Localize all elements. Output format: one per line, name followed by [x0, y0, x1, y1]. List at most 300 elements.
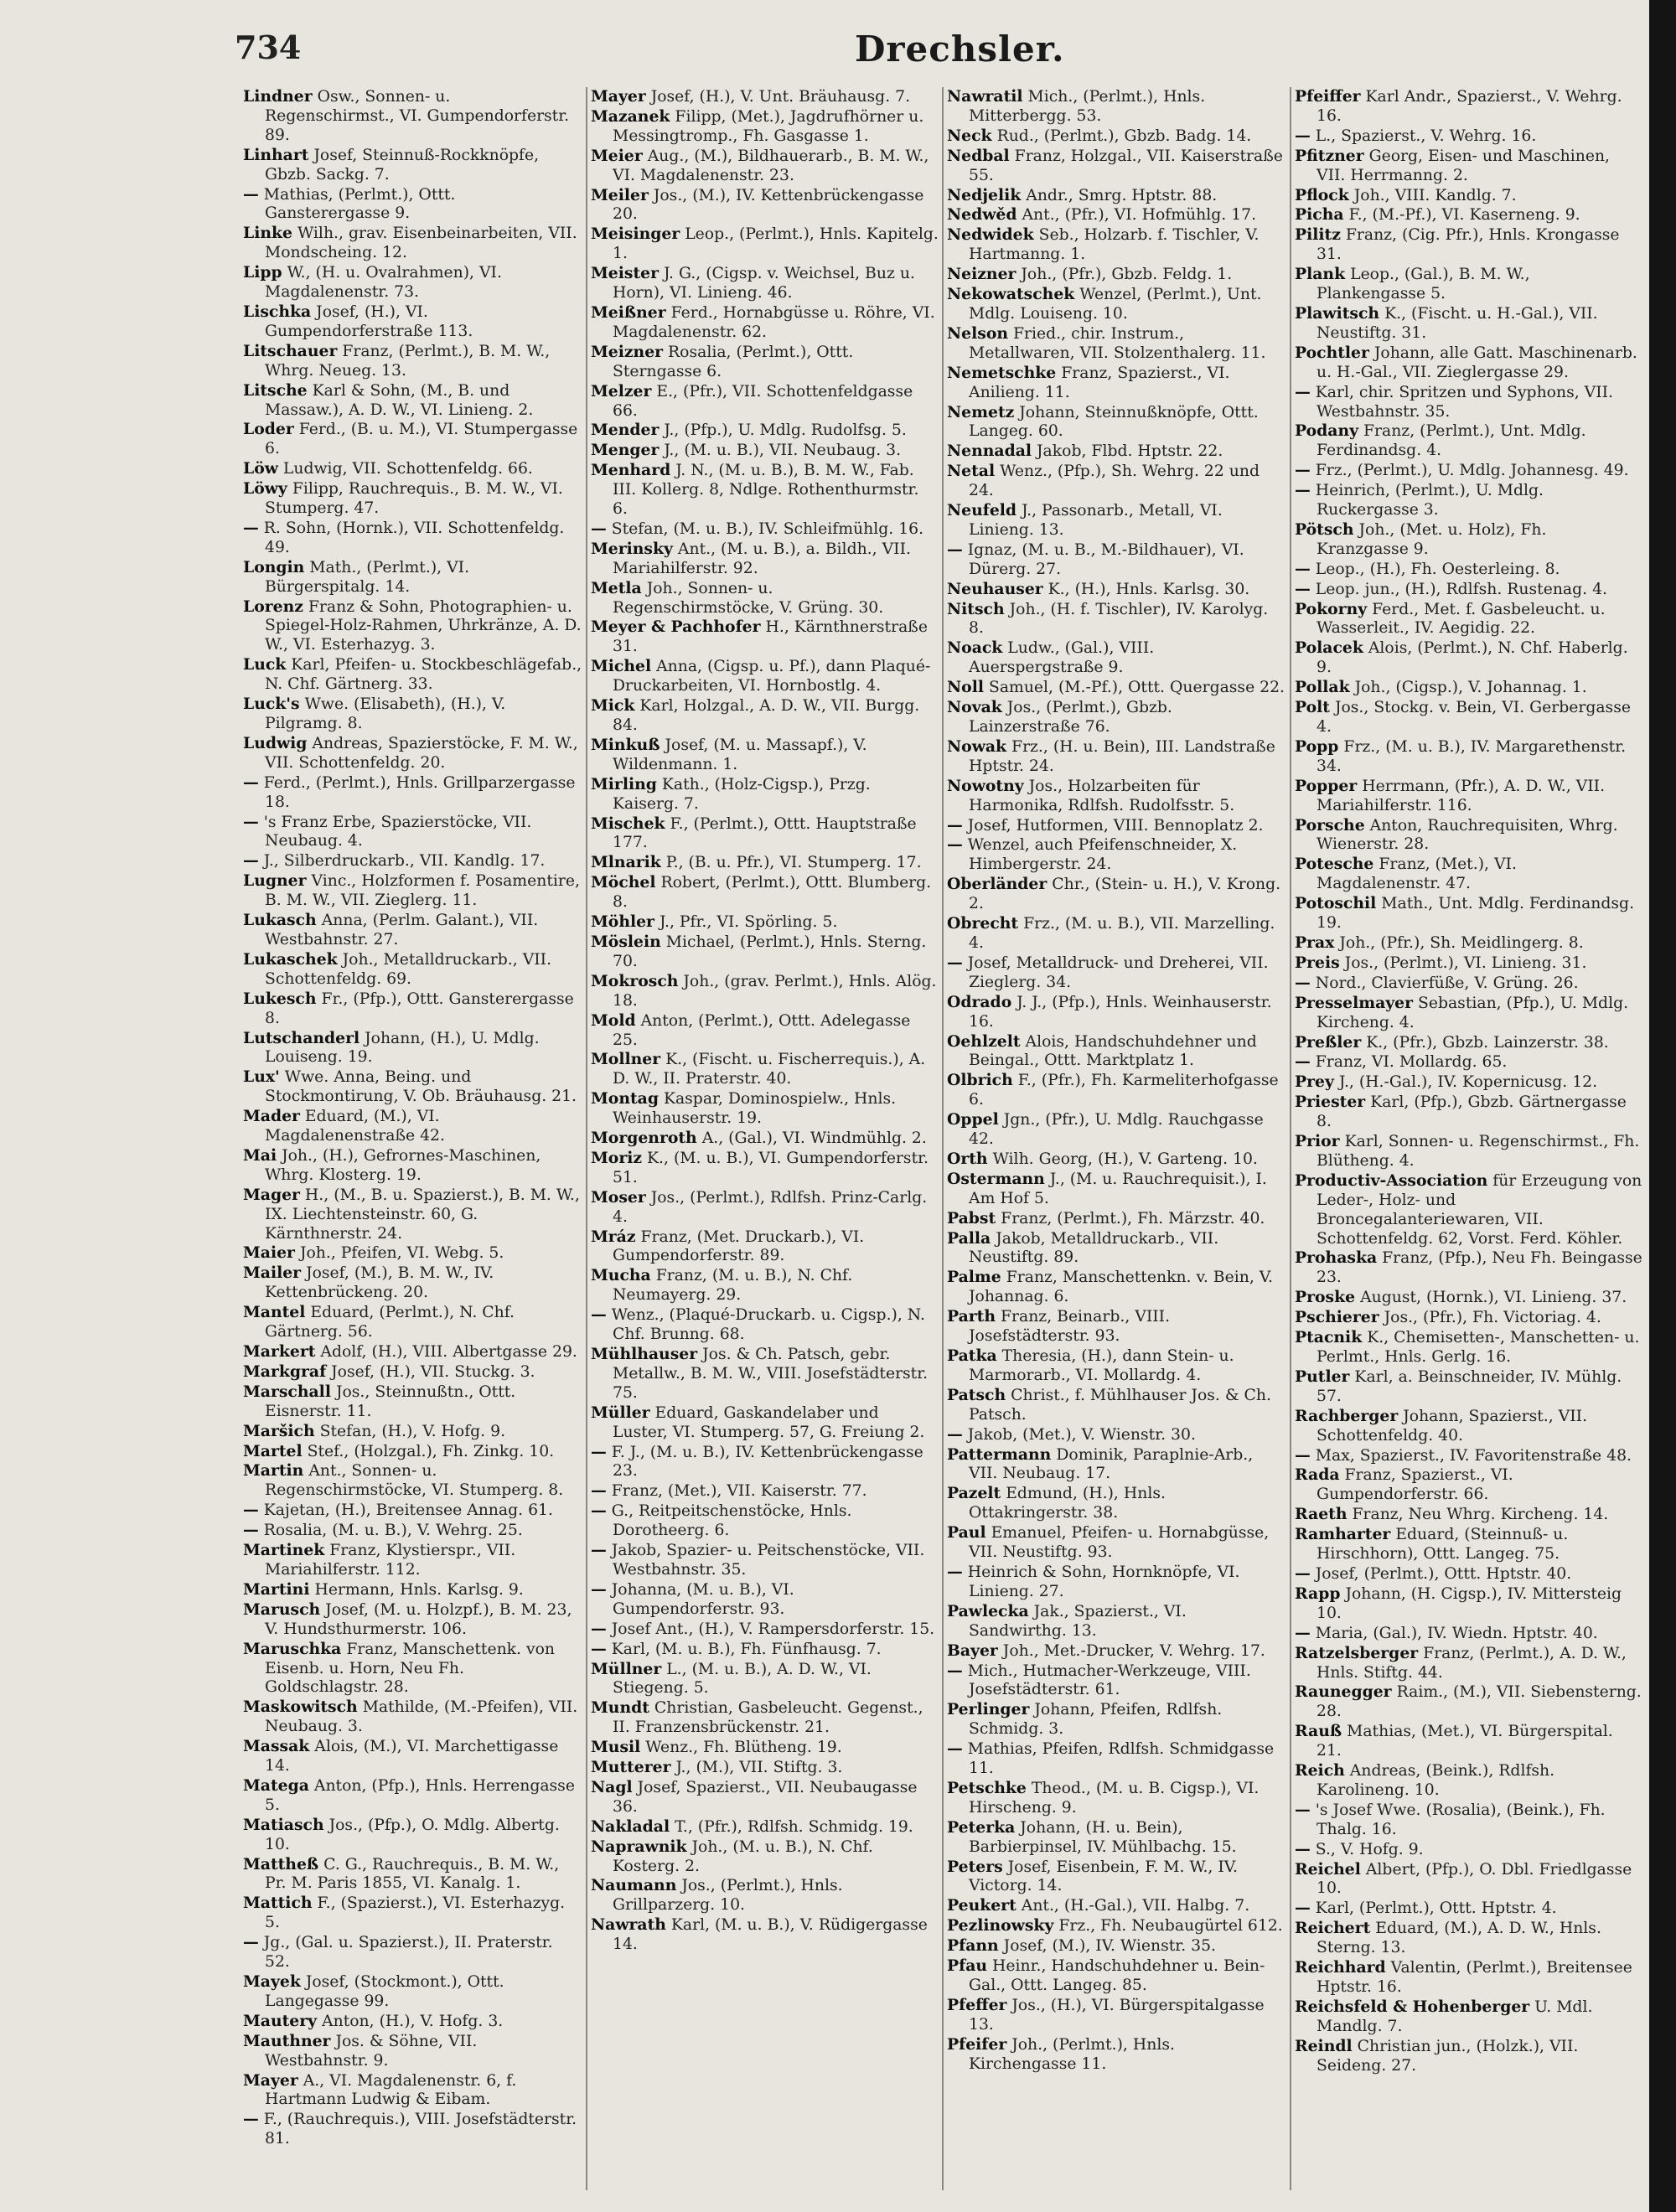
directory-entry: [591, 87, 939, 107]
entry-details: Seb., Holzarb. f. Tischler, V. Hartmanng. 1.: [969, 226, 1260, 264]
directory-entry: [591, 1698, 939, 1738]
entry-name: Nemetz: [947, 402, 1015, 421]
entry-details: Theresia, (H.), dann Stein- u. Marmorarb., VI. Mollardg. 4.: [969, 1347, 1234, 1384]
entry-details: 's Franz Erbe, Spazierstöcke, VII. Neubaug. 4.: [263, 813, 532, 850]
entry-name: Rauß: [1295, 1722, 1342, 1741]
directory-entry: [243, 558, 582, 597]
directory-entry: [947, 1445, 1286, 1485]
entry-details: Andreas, (Beink.), Rdlfsh. Karolineng. 10.: [1316, 1762, 1555, 1799]
entry-name: Reichsfeld & Hohenberger: [1295, 1997, 1530, 2016]
directory-entry: [947, 87, 1286, 127]
entry-details: Stefan, (M. u. B.), IV. Schleifmühlg. 16.: [611, 519, 924, 538]
entry-name: Luck: [243, 655, 287, 674]
entry-details: Jos., (Perlmt.), Rdlfsh. Prinz-Carlg. 4.: [613, 1188, 928, 1226]
entry-name: —: [591, 519, 607, 538]
entry-details: T., (Pfr.), Rdlfsh. Schmidg. 19.: [675, 1817, 913, 1836]
directory-entry: [243, 1580, 582, 1600]
entry-name: Markgraf: [243, 1362, 327, 1381]
entry-details: Sebastian, (Pfp.), U. Mdlg. Kircheng. 4.: [1316, 994, 1629, 1031]
entry-name: Noack: [947, 638, 1003, 658]
entry-name: Nedjelik: [947, 185, 1022, 204]
entry-name: —: [1295, 481, 1311, 500]
entry-name: Mader: [243, 1107, 300, 1126]
directory-entry: [591, 775, 939, 814]
entry-name: Naprawnik: [591, 1837, 687, 1856]
directory-entry: [243, 1776, 582, 1816]
entry-details: Jos. & Ch. Patsch, gebr. Metallw., B. M. W., VIII. Josefstädterstr. 75.: [613, 1346, 929, 1402]
entry-name: Ostermann: [947, 1169, 1045, 1188]
entry-name: Nelson: [947, 323, 1009, 343]
entry-details: Josef, (M. u. Massapf.), V. Wildenmann. 1.: [613, 736, 867, 773]
entry-details: K., Chemisetten-, Manschetten- u. Perlmt., Hnls. Gerlg. 16.: [1316, 1329, 1640, 1366]
entry-details: Anna, (Perlm. Galant.), VII. Westbahnstr. 27.: [265, 912, 539, 948]
entry-name: Rachberger: [1295, 1406, 1399, 1425]
directory-entry: [591, 912, 939, 933]
entry-details: Kaspar, Dominospielw., Hnls. Weinhauserstr. 19.: [613, 1090, 897, 1128]
entry-details: Frz., (M. u. B.), IV. Margarethenstr. 34.: [1316, 737, 1627, 775]
entry-details: Alois, (M.), VI. Marchettigasse 14.: [265, 1738, 559, 1775]
entry-name: —: [243, 1933, 259, 1952]
entry-name: Pollak: [1295, 678, 1350, 697]
directory-entry: [1295, 421, 1642, 461]
entry-name: Mender: [591, 421, 660, 440]
directory-entry: [947, 403, 1286, 442]
scan-edge: [1649, 0, 1676, 2212]
entry-name: Polt: [1295, 698, 1330, 717]
directory-entry: [947, 1032, 1286, 1072]
entry-name: Litsche: [243, 380, 308, 400]
entry-details: Kajetan, (H.), Breitensee Annag. 61.: [263, 1501, 553, 1520]
directory-entry: [243, 1107, 582, 1146]
directory-entry: [591, 1089, 939, 1129]
entry-name: Rada: [1295, 1465, 1340, 1485]
entry-details: Karl, Holzgal., A. D. W., VII. Burgg. 84.: [613, 697, 920, 734]
directory-entry: [1295, 87, 1642, 127]
entry-details: Dominik, Paraplnie-Arb., VII. Neubaug. 17.: [969, 1445, 1254, 1483]
entry-name: Pfitzner: [1295, 146, 1364, 165]
entry-name: Raeth: [1295, 1505, 1348, 1524]
entry-details: J., (Pfp.), U. Mdlg. Rudolfsg. 5.: [664, 421, 907, 440]
entry-name: Nedwěd: [947, 205, 1017, 225]
entry-details: Joh., (Pfr.), Sh. Meidlingerg. 8.: [1339, 933, 1584, 952]
entry-name: Meiler: [591, 185, 649, 204]
directory-entry: [591, 1660, 939, 1699]
entry-name: Pabst: [947, 1208, 996, 1227]
entry-details: Leop., (Gal.), B. M. W., Plankengasse 5.: [1316, 266, 1530, 303]
entry-name: Petschke: [947, 1778, 1027, 1797]
directory-entry: [591, 972, 939, 1011]
directory-entry: [591, 1758, 939, 1778]
entry-name: Minkuß: [591, 735, 660, 754]
directory-entry: [1295, 481, 1642, 520]
directory-entry: [591, 1345, 939, 1403]
directory-entry: [243, 911, 582, 950]
entry-name: —: [591, 1579, 607, 1599]
directory-entry: [591, 1149, 939, 1188]
entry-details: Wwe. Anna, Being. und Stockmontirung, V. Ob. Bräuhausg. 21.: [265, 1068, 577, 1106]
entry-details: Georg, Eisen- und Maschinen, VII. Herrmanng. 2.: [1316, 147, 1611, 184]
directory-entry: [591, 107, 939, 147]
directory-entry: [1295, 816, 1642, 855]
entry-name: —: [591, 1501, 607, 1521]
directory-entry: [1295, 520, 1642, 560]
entry-details: Eduard, (M.), A. D. W., Hnls. Sterng. 13.: [1316, 1920, 1601, 1957]
entry-name: Olbrich: [947, 1071, 1013, 1090]
entry-details: W., (H. u. Ovalrahmen), VI. Magdalenenstr. 73.: [265, 264, 502, 302]
directory-entry: [947, 265, 1286, 285]
entry-name: Michel: [591, 657, 652, 676]
directory-entry: [591, 736, 939, 775]
entry-name: Porsche: [1295, 815, 1365, 835]
directory-entry: [947, 1484, 1286, 1523]
entry-name: Lindner: [243, 87, 313, 106]
directory-entry: [591, 519, 939, 540]
entry-details: Heinr., Handschuhdehner u. Bein-Gal., Ottt. Langeg. 85.: [969, 1957, 1265, 1994]
entry-name: Neuhauser: [947, 579, 1043, 598]
entry-name: Möhler: [591, 912, 654, 932]
directory-entry: [947, 364, 1286, 403]
directory-entry: [947, 501, 1286, 540]
directory-entry: [591, 1305, 939, 1345]
entry-details: Alois, Handschuhdehner und Beingal., Ottt. Marktplatz 1.: [969, 1032, 1257, 1070]
entry-name: Meizner: [591, 342, 664, 361]
directory-entry: [947, 737, 1286, 777]
directory-entry: [243, 851, 582, 871]
directory-entry: [1295, 777, 1642, 816]
directory-entry: [947, 1071, 1286, 1110]
entry-details: Joh., (M. u. B.), N. Chf. Kosterg. 2.: [613, 1837, 873, 1875]
entry-name: Nawratil: [947, 87, 1023, 106]
entry-details: Johann, alle Gatt. Maschinenarb. u. H.-Gal., VII. Zieglergasse 29.: [1316, 344, 1637, 381]
directory-entry: [1295, 954, 1642, 974]
entry-name: Löwy: [243, 479, 287, 499]
column-divider: [942, 87, 944, 2190]
entry-details: August, (Hornk.), VI. Linieng. 37.: [1360, 1289, 1627, 1307]
entry-name: —: [947, 953, 963, 972]
entry-details: C. G., Rauchrequis., B. M. W., Pr. M. Paris 1855, VI. Kanalg. 1.: [265, 1855, 560, 1893]
directory-entry: [1295, 1052, 1642, 1072]
directory-entry: [947, 816, 1286, 836]
entry-details: Franz, (Perlmt.), A. D. W., Hnls. Stiftg. 44.: [1316, 1644, 1627, 1682]
directory-entry: [947, 638, 1286, 678]
entry-details: Franz, Spazierst., VI. Anilieng. 11.: [969, 364, 1230, 401]
entry-name: Martini: [243, 1579, 310, 1599]
entry-name: Meyer & Pachhofer: [591, 618, 761, 637]
directory-entry: [947, 540, 1286, 580]
directory-entry: [1295, 1682, 1642, 1722]
directory-entry: [243, 1461, 582, 1501]
entry-details: Wenz., (Pfp.), Sh. Wehrg. 22 und 24.: [969, 463, 1260, 500]
entry-details: Rosalia, (M. u. B.), V. Wehrg. 25.: [263, 1522, 523, 1540]
entry-details: Johann, (H.), U. Mdlg. Louiseng. 19.: [265, 1029, 540, 1067]
entry-name: Mundt: [591, 1698, 649, 1718]
entry-details: J., (M. u. B.), VII. Neubaug. 3.: [664, 442, 902, 460]
entry-name: Podany: [1295, 421, 1359, 441]
directory-entry: [591, 1620, 939, 1640]
entry-details: Josef, Hutformen, VIII. Bennoplatz 2.: [967, 816, 1264, 835]
directory-entry: [243, 813, 582, 852]
entry-name: Pfeffer: [947, 1995, 1007, 2014]
entry-name: Melzer: [591, 381, 652, 401]
entry-details: Johanna, (M. u. B.), VI. Gumpendorferstr. 93.: [611, 1580, 794, 1618]
directory-entry: [947, 1307, 1286, 1346]
entry-details: Ferd., Met. f. Gasbeleucht. u. Wasserleit., IV. Aegidig. 22.: [1316, 600, 1606, 638]
entry-name: Löw: [243, 459, 278, 478]
directory-entry: [243, 597, 582, 656]
directory-entry: [1295, 1722, 1642, 1761]
entry-details: F., (Spazierst.), VI. Esterhazyg. 5.: [265, 1894, 566, 1932]
entry-details: Johann, (H. u. Bein), Barbierpinsel, IV. Mühlbachg. 15.: [969, 1818, 1237, 1856]
directory-entry: [1295, 1505, 1642, 1525]
directory-entry: [1295, 1072, 1642, 1093]
directory-entry: [947, 1779, 1286, 1818]
directory-entry: [1295, 560, 1642, 580]
entry-details: Christian jun., (Holzk.), VII. Seideng. 27.: [1316, 2037, 1579, 2075]
directory-column-3: [947, 87, 1286, 2199]
directory-entry: [243, 1816, 582, 1855]
page-number: 734: [235, 28, 302, 66]
entry-name: Preis: [1295, 953, 1340, 972]
directory-entry: [947, 1956, 1286, 1996]
entry-details: Jos., Holzarbeiten für Harmonika, Rdlfsh. Rudolfsstr. 5.: [969, 777, 1235, 814]
directory-entry: [591, 186, 939, 225]
entry-details: Johann, Steinnußknöpfe, Ottt. Langeg. 60.: [969, 403, 1259, 441]
entry-name: Möchel: [591, 873, 656, 892]
entry-name: —: [1295, 559, 1311, 578]
directory-entry: [591, 264, 939, 303]
directory-entry: [1295, 1171, 1642, 1249]
entry-name: Nowotny: [947, 776, 1024, 795]
entry-name: Meier: [591, 146, 643, 165]
entry-name: Pattermann: [947, 1445, 1052, 1464]
directory-entry: [243, 1600, 582, 1640]
directory-entry: [947, 993, 1286, 1032]
entry-details: Jos., (M.), IV. Kettenbrückengasse 20.: [613, 186, 924, 224]
entry-name: —: [947, 1739, 963, 1759]
entry-details: Stefan, (H.), V. Hofg. 9.: [319, 1422, 506, 1440]
entry-name: Parth: [947, 1307, 996, 1326]
entry-name: —: [591, 1619, 607, 1638]
entry-details: J. G., (Cigsp. v. Weichsel, Buz u. Horn), VI. Linieng. 46.: [613, 265, 915, 302]
entry-name: Montag: [591, 1089, 659, 1109]
entry-details: Jakob, Metalldruckarb., VII. Neustiftg. 89.: [969, 1229, 1219, 1267]
entry-details: Karl, (Perlmt.), Ottt. Hptstr. 4.: [1315, 1899, 1557, 1918]
entry-details: Fr., (Pfp.), Ottt. Gansterergasse 8.: [265, 990, 574, 1027]
entry-details: J. N., (M. u. B.), B. M. W., Fab. III. Kollerg. 8, Ndlge. Rothenthurmstr. 6.: [613, 462, 919, 519]
entry-details: F., (Pfr.), Fh. Karmeliterhofgasse 6.: [969, 1072, 1279, 1109]
entry-name: Nemetschke: [947, 363, 1057, 382]
entry-name: —: [1295, 1563, 1311, 1583]
entry-details: A., VI. Magdalenenstr. 6, f. Hartmann Ludwig & Eibam.: [265, 2071, 517, 2109]
entry-name: Popp: [1295, 736, 1339, 756]
entry-details: Theod., (M. u. B. Cigsp.), VI. Hirscheng. 9.: [969, 1779, 1260, 1817]
directory-entry: [243, 1146, 582, 1186]
entry-details: P., (B. u. Pfr.), VI. Stumperg. 17.: [665, 854, 922, 872]
entry-name: —: [243, 812, 259, 831]
column-divider: [1290, 87, 1291, 2190]
entry-details: L., (M. u. B.), A. D. W., VI. Stiegeng. 5.: [613, 1660, 872, 1698]
entry-name: Matiasch: [243, 1815, 324, 1834]
entry-details: Josef, (H.), VI. Gumpendorferstraße 113.: [265, 302, 473, 340]
directory-entry: [243, 1422, 582, 1442]
entry-name: Raunegger: [1295, 1682, 1392, 1702]
entry-name: —: [591, 1481, 607, 1501]
entry-details: Mathias, Pfeifen, Rdlfsh. Schmidgasse 11.: [967, 1740, 1275, 1778]
entry-details: Wwe. (Elisabeth), (H.), V. Pilgramg. 8.: [265, 695, 506, 732]
directory-entry: [1295, 933, 1642, 954]
directory-entry: [1295, 1801, 1642, 1840]
entry-name: Mlnarik: [591, 853, 661, 872]
directory-column-2: [591, 87, 939, 2199]
entry-details: Andreas, Spazierstöcke, F. M. W., VII. Schottenfeldg. 20.: [265, 734, 578, 772]
entry-name: Pschierer: [1295, 1308, 1379, 1327]
directory-entry: [243, 1442, 582, 1462]
page-header: [218, 23, 1642, 74]
entry-name: Mattich: [243, 1894, 313, 1913]
entry-details: Anton, (Perlmt.), Ottt. Adelegasse 25.: [613, 1011, 911, 1049]
directory-entry: [1295, 1248, 1642, 1288]
entry-details: Anton, (H.), V. Hofg. 3.: [322, 2012, 504, 2030]
entry-name: Musil: [591, 1738, 641, 1757]
directory-entry: [1295, 127, 1642, 147]
entry-details: A., (Gal.), VI. Windmühlg. 2.: [701, 1129, 927, 1148]
directory-entry: [947, 678, 1286, 698]
directory-entry: [947, 2035, 1286, 2075]
entry-name: —: [947, 1562, 963, 1581]
directory-entry: [591, 1837, 939, 1877]
entry-name: Menhard: [591, 461, 671, 480]
directory-entry: [1295, 1584, 1642, 1624]
entry-name: Nawrath: [591, 1915, 666, 1935]
directory-entry: [243, 1067, 582, 1107]
entry-name: Martel: [243, 1441, 303, 1460]
entry-details: Karl, Sonnen- u. Regenschirmst., Fh. Blütheng. 4.: [1316, 1133, 1640, 1170]
entry-details: K., (H.), Hnls. Karlsg. 30.: [1048, 580, 1250, 598]
entry-name: —: [1295, 382, 1311, 401]
directory-entry: [1295, 461, 1642, 481]
directory-entry: [591, 343, 939, 382]
entry-name: —: [1295, 1445, 1311, 1465]
entry-details: Joh., Sonnen- u. Regenschirmstöcke, V. Grüng. 30.: [613, 579, 884, 617]
entry-name: —: [243, 851, 259, 871]
entry-name: Oberländer: [947, 875, 1048, 894]
directory-entry: [947, 1425, 1286, 1445]
entry-name: Menger: [591, 441, 660, 460]
entry-name: Meister: [591, 264, 659, 283]
entry-details: Ant., (Pfr.), VI. Hofmühlg. 17.: [1022, 206, 1257, 225]
entry-details: J., Pfr., VI. Spörling. 5.: [659, 913, 838, 932]
directory-entry: [1295, 1033, 1642, 1053]
directory-entry: [947, 1641, 1286, 1662]
directory-entry: [1295, 205, 1642, 225]
entry-details: Mathias, (Perlmt.), Ottt. Gansterergasse 9.: [263, 185, 456, 223]
directory-entry: [591, 873, 939, 912]
entry-name: Ludwig: [243, 733, 308, 752]
entry-details: Franz, Klystierspr., VII. Mariahilferstr. 112.: [265, 1542, 516, 1579]
entry-details: Josef, (H.), V. Unt. Bräuhausg. 7.: [650, 88, 911, 106]
entry-name: Mollner: [591, 1050, 661, 1069]
entry-name: Nedwidek: [947, 225, 1034, 245]
directory-entry: [947, 285, 1286, 324]
entry-details: Adolf, (H.), VIII. Albertgasse 29.: [320, 1343, 577, 1361]
directory-entry: [243, 2032, 582, 2071]
entry-details: Michael, (Perlmt.), Hnls. Sterng. 70.: [613, 933, 927, 970]
directory-entry: [1295, 580, 1642, 600]
directory-entry: [1295, 304, 1642, 344]
entry-details: Frz., (Perlmt.), U. Mdlg. Johannesg. 49.: [1315, 462, 1629, 480]
entry-details: Josef, (Stockmont.), Ottt. Langegasse 99.: [265, 1973, 504, 2010]
directory-entry: [947, 777, 1286, 816]
entry-name: Popper: [1295, 776, 1358, 795]
entry-details: F., (Rauchrequis.), VIII. Josefstädterstr. 81.: [263, 2111, 577, 2148]
entry-name: Pilitz: [1295, 225, 1341, 245]
directory-entry: [243, 87, 582, 146]
entry-details: Josef Ant., (H.), V. Rampersdorferstr. 15.: [611, 1620, 935, 1638]
entry-name: —: [591, 1639, 607, 1658]
entry-details: Mich., (Perlmt.), Hnls. Mitterbergg. 53.: [969, 88, 1206, 125]
directory-entry: [591, 1876, 939, 1915]
directory-entry: [243, 1933, 582, 1972]
entry-details: Jg., (Gal. u. Spazierst.), II. Praterstr. 52.: [263, 1934, 553, 1972]
entry-name: Palme: [947, 1268, 1001, 1287]
directory-entry: [947, 954, 1286, 993]
directory-entry: [1295, 974, 1642, 994]
entry-details: Nord., Clavierfüße, V. Grüng. 26.: [1315, 974, 1579, 992]
entry-name: —: [947, 1661, 963, 1680]
entry-details: Franz, VI. Mollardg. 65.: [1315, 1053, 1508, 1072]
entry-name: —: [1295, 1839, 1311, 1858]
directory-entry: [1295, 698, 1642, 737]
entry-details: Josef, Spazierst., VII. Neubaugasse 36.: [613, 1778, 918, 1816]
entry-name: Pezlinowsky: [947, 1916, 1054, 1936]
entry-details: K., (M. u. B.), VI. Gumpendorferstr. 51.: [613, 1149, 929, 1186]
entry-name: Nitsch: [947, 599, 1005, 618]
entry-name: Pfann: [947, 1936, 999, 1956]
entry-name: Potesche: [1295, 855, 1374, 874]
entry-name: Ratzelsberger: [1295, 1643, 1419, 1662]
entry-name: Netal: [947, 462, 996, 481]
entry-name: Nennadal: [947, 442, 1032, 461]
entry-name: Pflock: [1295, 185, 1349, 204]
entry-name: Mutterer: [591, 1758, 671, 1777]
entry-name: Maskowitsch: [243, 1698, 358, 1717]
entry-name: —: [591, 1541, 607, 1560]
entry-details: Jos., (Perlmt.), Hnls. Grillparzerg. 10.: [613, 1877, 843, 1915]
entry-details: L., Spazierst., V. Wehrg. 16.: [1315, 127, 1537, 145]
entry-name: —: [1295, 579, 1311, 598]
directory-entry: [243, 1541, 582, 1580]
directory-entry: [947, 1563, 1286, 1602]
directory-entry: [947, 1602, 1286, 1641]
directory-entry: [243, 1972, 582, 2012]
directory-entry: [243, 1362, 582, 1382]
entry-details: F., (Perlmt.), Ottt. Hauptstraße 177.: [613, 814, 917, 852]
entry-name: Moser: [591, 1187, 646, 1207]
entry-details: Josef, Eisenbein, F. M. W., IV. Victorg. 14.: [969, 1858, 1239, 1895]
directory-entry: [591, 1129, 939, 1149]
directory-entry: [243, 420, 582, 459]
entry-name: Möslein: [591, 932, 661, 951]
entry-details: Wilh., grav. Eisenbeinarbeiten, VII. Mondscheing. 12.: [265, 225, 577, 262]
directory-entry: [243, 734, 582, 773]
directory-entry: [1295, 994, 1642, 1033]
directory-entry: [1295, 1407, 1642, 1446]
entry-name: Peters: [947, 1857, 1003, 1876]
entry-name: Perlinger: [947, 1700, 1030, 1719]
entry-name: Reichel: [1295, 1859, 1361, 1879]
entry-name: Mischek: [591, 814, 665, 833]
entry-name: Prior: [1295, 1132, 1340, 1151]
